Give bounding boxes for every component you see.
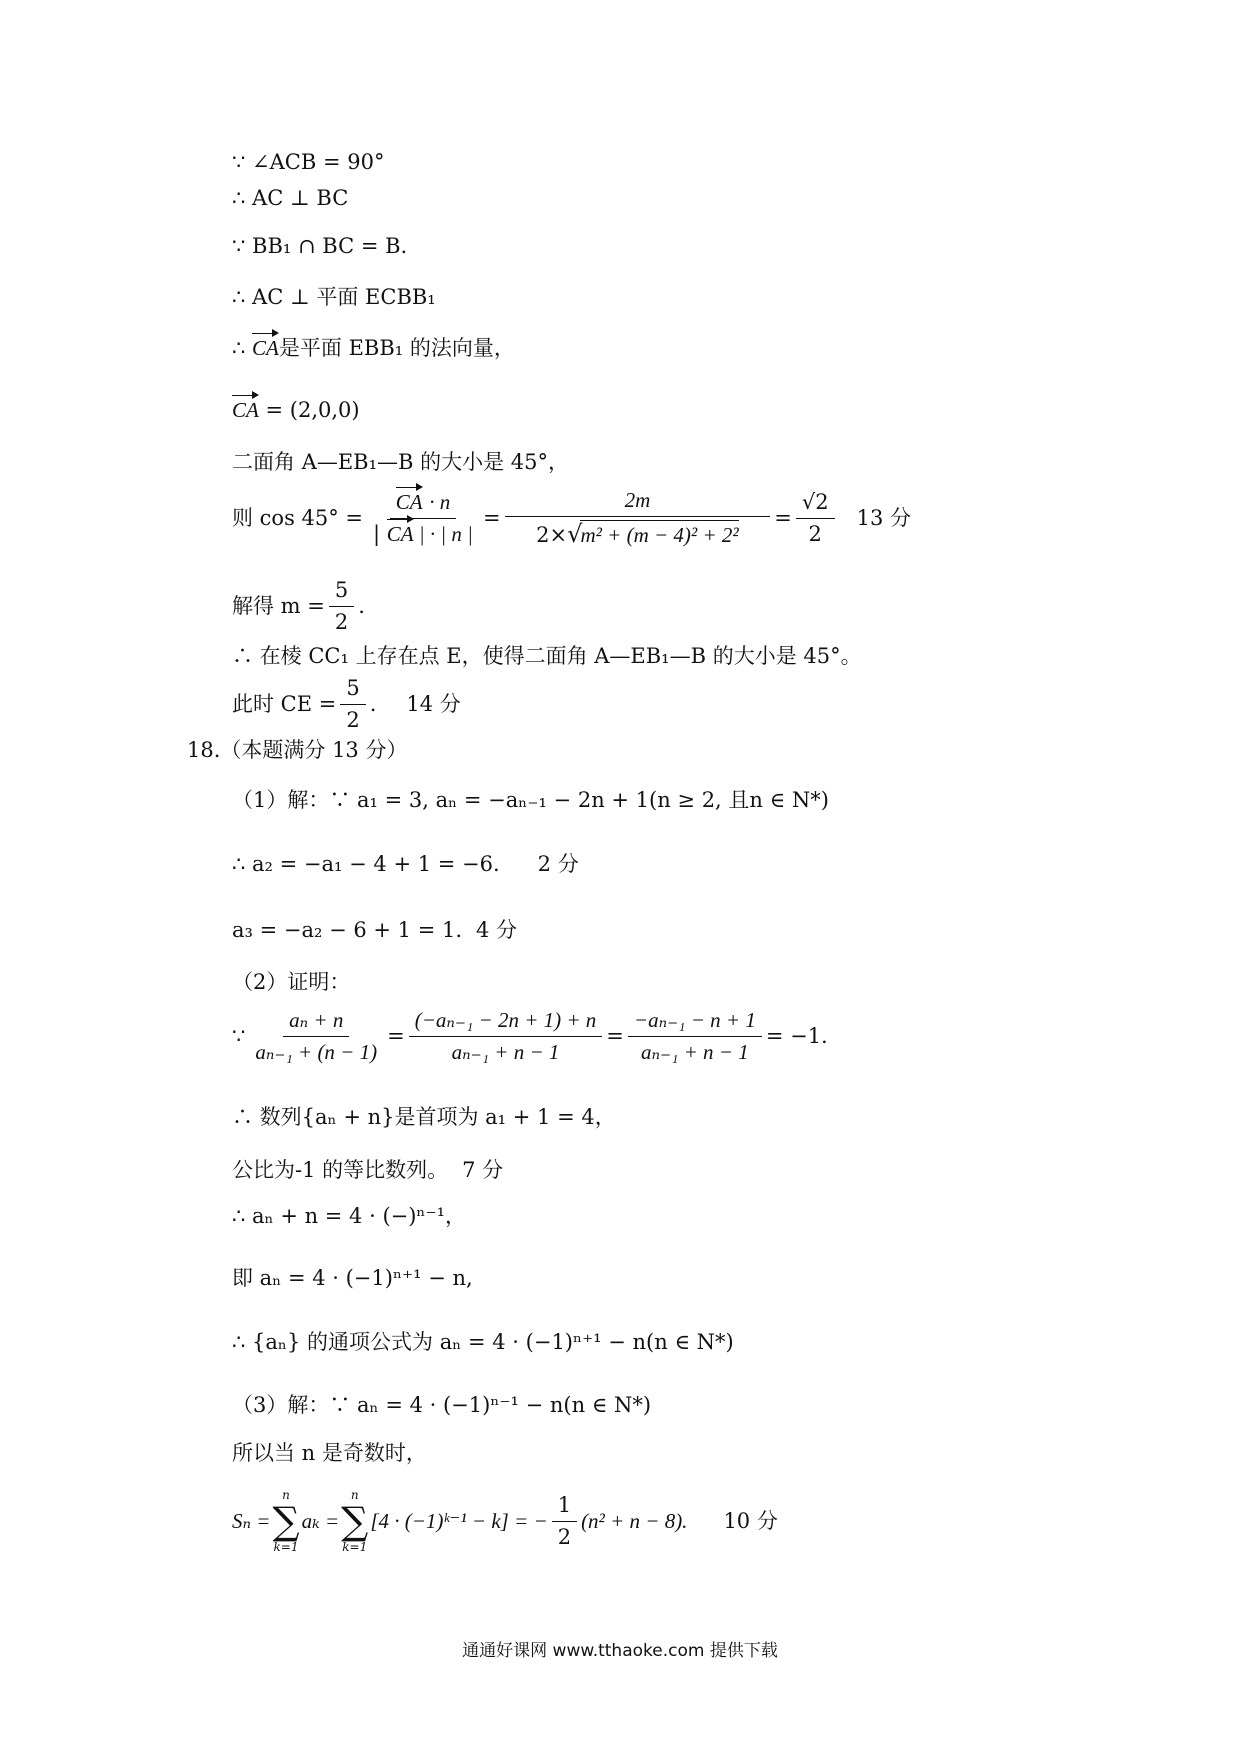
sum-lower: k=1: [273, 1540, 299, 1555]
fraction-ratio-1: [249, 1008, 383, 1065]
because-symbol: ∵: [232, 1024, 246, 1049]
fraction-ratio-3: [628, 1008, 762, 1065]
fraction-2m-den-coef: 2×: [536, 523, 568, 548]
fraction-num: 5: [329, 578, 354, 607]
points-14: 14 分: [406, 692, 461, 717]
ca-coordinates: = (2,0,0): [258, 398, 360, 422]
sn-prefix: Sₙ =: [232, 1508, 271, 1533]
sum-term-ak: aₖ =: [301, 1508, 340, 1533]
fraction-sqrt2-num: √2: [796, 490, 835, 519]
line-normal-vector-prefix: ∴: [232, 336, 253, 360]
ratio-3-num: −aₙ₋₁ − n + 1: [628, 1008, 762, 1037]
line-a2: [232, 852, 579, 877]
fraction-num: 1: [552, 1493, 577, 1522]
problem-18-heading: 18.（本题满分 13 分）: [187, 738, 408, 762]
sum-symbol: ∑: [272, 1499, 300, 1544]
solve-m-prefix: 解得 m =: [232, 594, 325, 619]
points-7: 7 分: [462, 1158, 504, 1182]
vector-ca: CA: [395, 489, 423, 514]
line-an-plus-n: ∴ aₙ + n = 4 · (−)ⁿ⁻¹，: [232, 1204, 467, 1228]
equals-sign-2: =: [606, 1024, 624, 1049]
sum-symbol: ∑: [341, 1499, 369, 1544]
points-13: 13 分: [856, 505, 912, 530]
fraction-5-over-2: [340, 676, 365, 733]
line-solve-m: [232, 578, 365, 635]
line-odd-case: 所以当 n 是奇数时，: [232, 1441, 427, 1465]
ratio-1-num: aₙ + n: [283, 1008, 349, 1037]
points-4: 4 分: [476, 918, 518, 942]
fraction-dot-over-norms: [367, 490, 479, 547]
period: .: [369, 692, 377, 717]
ratio-2-num: (−aₙ₋₁ − 2n + 1) + n: [409, 1008, 603, 1037]
summation-1: [272, 1488, 299, 1555]
line-angle-acb: ∵ ∠ACB = 90°: [232, 150, 385, 174]
fraction-5-over-2: [329, 578, 354, 635]
abs-n: | · | n |: [413, 521, 473, 546]
line-bb1-cap-bc: ∵ BB₁ ∩ BC = B.: [232, 234, 408, 258]
line-ce-value: [232, 676, 461, 733]
fraction-1-over-2: [552, 1493, 577, 1550]
vector-ca: CA: [232, 398, 259, 422]
sum-result: (n² + n − 8).: [581, 1508, 688, 1533]
line-cosine-formula: [232, 488, 911, 549]
sum-upper: n: [350, 1488, 359, 1502]
line-a3: [232, 918, 517, 943]
fraction-num: 5: [340, 676, 365, 705]
fraction-2m: [505, 488, 771, 549]
sum-lower: k=1: [342, 1540, 368, 1555]
line-ca-value: [232, 398, 360, 423]
line-dihedral-angle: 二面角 A—EB₁—B 的大小是 45°，: [232, 450, 570, 474]
line-an-formula: 即 aₙ = 4 · (−1)ⁿ⁺¹ − n,: [232, 1266, 473, 1290]
fraction-den: 2: [346, 708, 360, 733]
page-footer: 通通好课网 www.tthaoke.com 提供下载: [462, 1641, 778, 1661]
line-ac-perp-plane: ∴ AC ⊥ 平面 ECBB₁: [232, 285, 436, 309]
line-general-term: ∴ {aₙ} 的通项公式为 aₙ = 4 · (−1)ⁿ⁺¹ − n(n ∈ N*): [232, 1330, 734, 1354]
fraction-ratio-2: [409, 1008, 603, 1065]
fraction-den: 2: [557, 1524, 572, 1549]
fraction-sqrt2-over-2: [796, 490, 835, 547]
ratio-2-den: aₙ₋₁ + n − 1: [451, 1040, 560, 1065]
summation-2: [341, 1488, 368, 1555]
sqrt-sign: √: [567, 520, 583, 549]
ratio-3-den: aₙ₋₁ + n − 1: [640, 1040, 749, 1065]
line-common-ratio: [232, 1158, 503, 1183]
sum-upper: n: [282, 1488, 290, 1502]
equals-sign: =: [482, 505, 501, 530]
line-ac-perp-bc: ∴ AC ⊥ BC: [232, 186, 349, 210]
line-conclusion: ∴ 在棱 CC₁ 上存在点 E，使得二面角 A—EB₁—B 的大小是 45°。: [232, 644, 862, 668]
line-normal-vector: [232, 336, 515, 361]
points-10: 10 分: [723, 1508, 778, 1533]
period: .: [358, 594, 365, 619]
equals-sign: =: [387, 1024, 405, 1049]
sum-bracket-term: [4 · (−1)ᵏ⁻¹ − k] = −: [370, 1508, 548, 1533]
vector-ca: CA: [386, 521, 414, 546]
ce-prefix: 此时 CE =: [232, 692, 337, 717]
line-part2-proof: （2）证明：: [232, 970, 351, 994]
line-part3: （3）解：∵ aₙ = 4 · (−1)ⁿ⁻¹ − n(n ∈ N*): [232, 1393, 652, 1417]
fraction-den: 2: [334, 610, 349, 635]
ratio-1-den: aₙ₋₁ + (n − 1): [255, 1040, 378, 1065]
line-sum-sn: [232, 1488, 778, 1555]
points-2: 2 分: [537, 852, 579, 876]
sqrt-radicand: m² + (m − 4)² + 2²: [580, 520, 738, 548]
cos-prefix: 则 cos 45° =: [232, 505, 364, 530]
line-ratio: [232, 1008, 828, 1065]
dot-n: · n: [429, 489, 451, 514]
abs-open: |: [373, 521, 387, 546]
fraction-sqrt2-den: 2: [808, 521, 822, 546]
line-part1-given: （1）解：∵ a₁ = 3, aₙ = −aₙ₋₁ − 2n + 1(n ≥ 2, 且n ∈ N*): [232, 788, 829, 812]
line-sequence-first-term: ∴ 数列{aₙ + n}是首项为 a₁ + 1 = 4，: [232, 1105, 616, 1129]
ratio-result: = −1.: [765, 1024, 828, 1049]
vector-ca: CA: [252, 336, 279, 360]
line-normal-vector-text: 是平面 EBB₁ 的法向量，: [278, 336, 515, 360]
a2-expression: ∴ a₂ = −a₁ − 4 + 1 = −6.: [232, 852, 500, 876]
a3-expression: a₃ = −a₂ − 6 + 1 = 1.: [232, 918, 463, 942]
fraction-2m-num: 2m: [505, 488, 771, 517]
common-ratio-text: 公比为-1 的等比数列。: [232, 1158, 449, 1182]
equals-sign-2: =: [774, 505, 792, 530]
